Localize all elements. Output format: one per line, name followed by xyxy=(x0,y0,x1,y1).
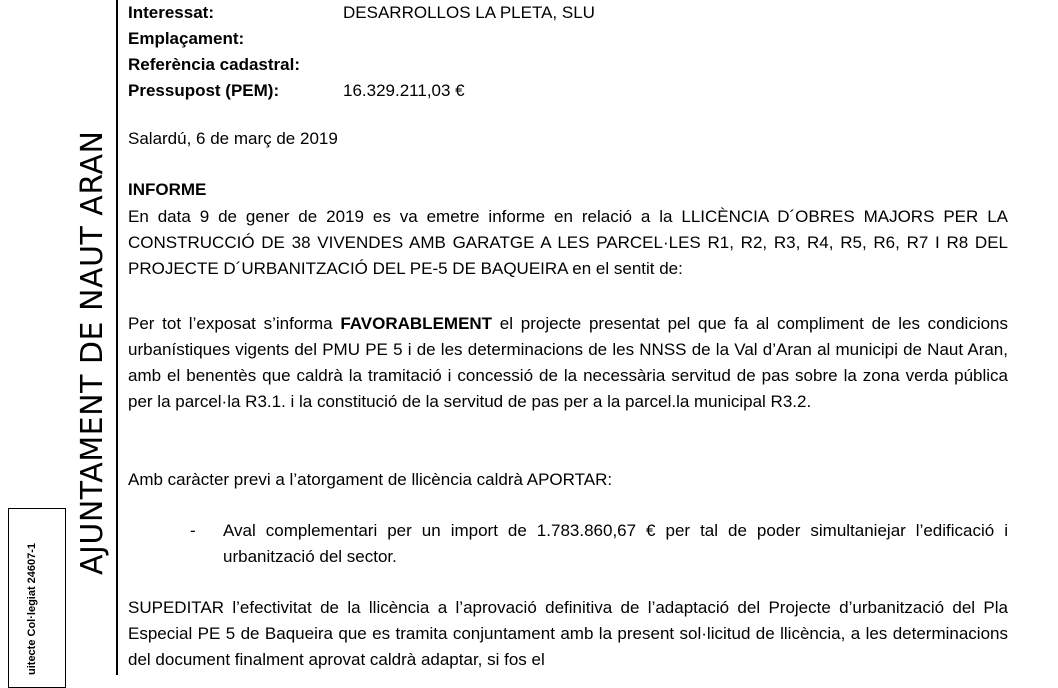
field-label: Emplaçament: xyxy=(128,29,245,48)
field-label: Pressupost (PEM): xyxy=(128,81,280,100)
field-value: 16.329.211,03 € xyxy=(343,81,465,100)
section-title: INFORME xyxy=(128,180,207,199)
margin-rule xyxy=(116,0,118,675)
date-line: Salardú, 6 de març de 2019 xyxy=(128,129,338,148)
paragraph-text: Per tot l’exposat s’informa xyxy=(128,314,341,333)
bullet-marker: - xyxy=(190,521,196,540)
paragraph-supeditar: SUPEDITAR l’efectivitat de la llicència a l’aprovació definitiva de l’adaptació del Projecte d’urbanització del Pla Especial PE 5 de Baqueira que es tramita conjuntament amb la present sol·licitud de llicència, a les determinacions del document finalment aprovat caldrà adaptar, si fos el xyxy=(128,598,1008,669)
field-value: DESARROLLOS LA PLETA, SLU xyxy=(343,3,595,22)
municipality-title: AJUNTAMENT DE NAUT ARAN xyxy=(75,130,110,575)
paragraph-requirements: Amb caràcter previ a l’atorgament de llicència caldrà APORTAR: xyxy=(128,470,613,489)
paragraph-text: el projecte presentat pel que fa al compliment de les condicions urbanístiques vigents del PMU PE 5 i de les determinacions de les NNSS de la Val d’Aran al municipi de Naut Aran, amb el benentès que caldrà la tramitació i concessió de la necessària servitud de pas sobre la zona verda pública per la parcel·la R3.1. i la constitució de la servitud de pas per a la parcel.la municipal R3.2. xyxy=(128,314,1009,411)
architect-stamp-text: uitecte Col·legiat 24607-1 xyxy=(26,542,38,675)
favorable-emphasis: FAVORABLEMENT xyxy=(340,314,493,333)
paragraph-intro: En data 9 de gener de 2019 es va emetre informe en relació a la LLICÈNCIA D´OBRES MAJORS PER LA CONSTRUCCIÓ DE 38 VIVENDES AMB GARATGE A LES PARCEL·LES R1, R2, R3, R4, R5, R6, R7 I R8 DEL PROJECTE D´URBANITZACIÓ DEL PE-5 DE BAQUEIRA en el sentit de: xyxy=(128,207,1008,278)
field-label: Interessat: xyxy=(128,3,214,22)
field-label: Referència cadastral: xyxy=(128,55,300,74)
field-referencia-cadastral xyxy=(128,52,343,78)
field-interessat xyxy=(128,0,595,26)
paragraph-favorable xyxy=(128,311,1008,415)
field-emplacament xyxy=(128,26,343,52)
bullet-item: Aval complementari per un import de 1.783.860,67 € per tal de poder simultaniejar l’edificació i urbanització del sector. xyxy=(223,521,1008,566)
field-pressupost xyxy=(128,78,465,104)
